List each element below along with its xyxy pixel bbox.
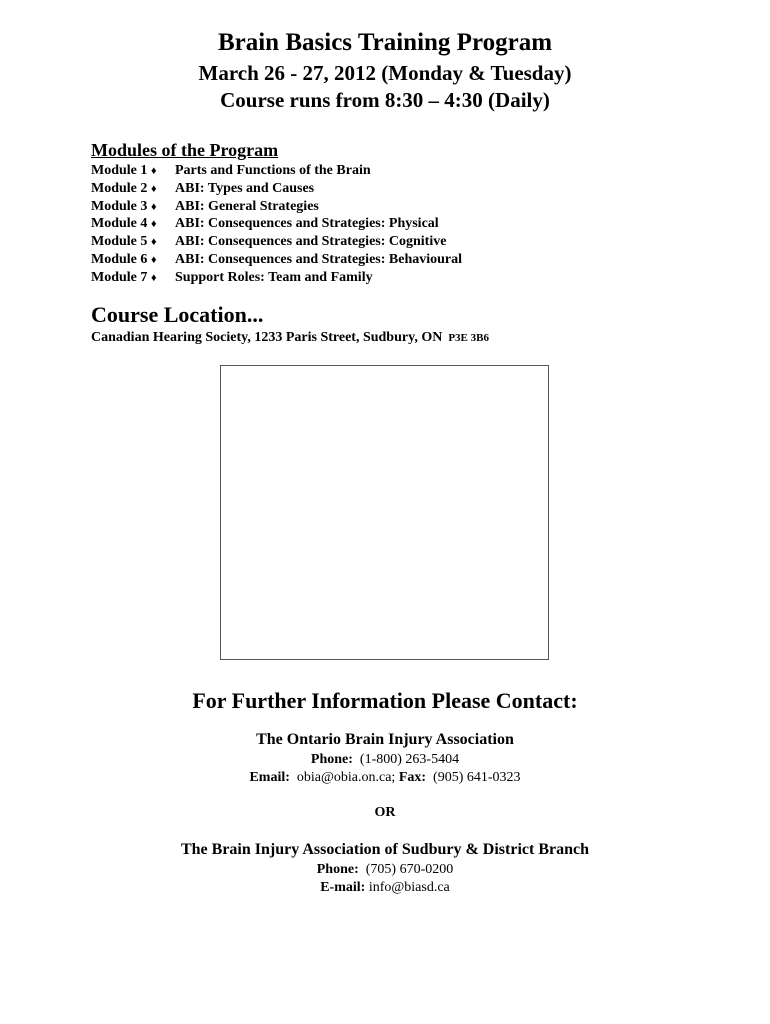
phone-number: (1-800) 263-5404: [359, 752, 460, 767]
location-address: [91, 330, 489, 346]
email-label: Email:: [249, 770, 290, 785]
phone-label: Phone:: [310, 752, 353, 767]
contact-heading: For Further Information Please Contact:: [192, 688, 578, 713]
program-hours: Course runs from 8:30 – 4:30 (Daily): [220, 88, 550, 112]
module-description: ABI: Types and Causes: [175, 180, 315, 196]
org2-email-line: [0, 880, 770, 896]
fax-number: (905) 641-0323: [433, 770, 521, 785]
org2-phone-line: [0, 862, 770, 878]
module-number: Module 6: [91, 251, 148, 267]
module-item: [91, 252, 462, 270]
map-placeholder: [220, 365, 549, 660]
program-title: Brain Basics Training Program: [217, 29, 553, 56]
diamond-icon: ♦: [151, 236, 157, 249]
module-item: [91, 216, 462, 234]
diamond-icon: ♦: [151, 165, 157, 177]
diamond-icon: ♦: [151, 253, 157, 266]
module-description: ABI: Consequences and Strategies: Cognitive: [175, 234, 447, 250]
fax-label: Fax:: [398, 770, 427, 785]
modules-heading: Modules of the Program: [91, 140, 279, 160]
program-dates: March 26 - 27, 2012 (Monday & Tuesday): [198, 61, 572, 85]
org1-email-line: [0, 770, 770, 786]
diamond-icon: ♦: [151, 271, 157, 284]
phone-label: Phone:: [316, 862, 359, 877]
module-item: [91, 234, 462, 252]
org2-name: The Brain Injury Association of Sudbury & District Branch: [180, 841, 590, 858]
module-description: ABI: Consequences and Strategies: Physical: [175, 216, 439, 232]
module-number: Module 4: [91, 216, 148, 232]
module-item: [91, 199, 462, 217]
address-text: Canadian Hearing Society, 1233 Paris Street, Sudbury, ON: [91, 330, 443, 345]
diamond-icon: ♦: [151, 218, 157, 231]
module-number: Module 7: [91, 269, 148, 285]
module-description: ABI: Consequences and Strategies: Behavioural: [175, 251, 463, 267]
email-label: E-mail:: [320, 880, 366, 895]
module-description: Support Roles: Team and Family: [175, 269, 373, 285]
phone-number: (705) 670-0200: [365, 862, 454, 877]
or-separator: OR: [374, 805, 396, 820]
module-item: [91, 181, 462, 199]
org1-phone-line: [0, 752, 770, 768]
module-item: [91, 270, 462, 288]
diamond-icon: ♦: [151, 182, 157, 195]
module-number: Module 2: [91, 180, 148, 196]
postal-code: P3E 3B6: [448, 332, 489, 344]
org1-name: The Ontario Brain Injury Association: [256, 731, 514, 748]
module-description: Parts and Functions of the Brain: [175, 163, 371, 178]
module-description: ABI: General Strategies: [175, 198, 319, 214]
email-link[interactable]: info@biasd.ca: [368, 880, 450, 895]
location-heading: Course Location...: [91, 302, 264, 327]
module-list: [91, 163, 462, 288]
email-link[interactable]: obia@obia.on.ca;: [296, 770, 396, 785]
module-item: [91, 163, 462, 181]
module-number: Module 5: [91, 234, 148, 250]
module-number: Module 3: [91, 198, 148, 214]
module-number: Module 1: [91, 163, 148, 178]
diamond-icon: ♦: [151, 200, 157, 213]
